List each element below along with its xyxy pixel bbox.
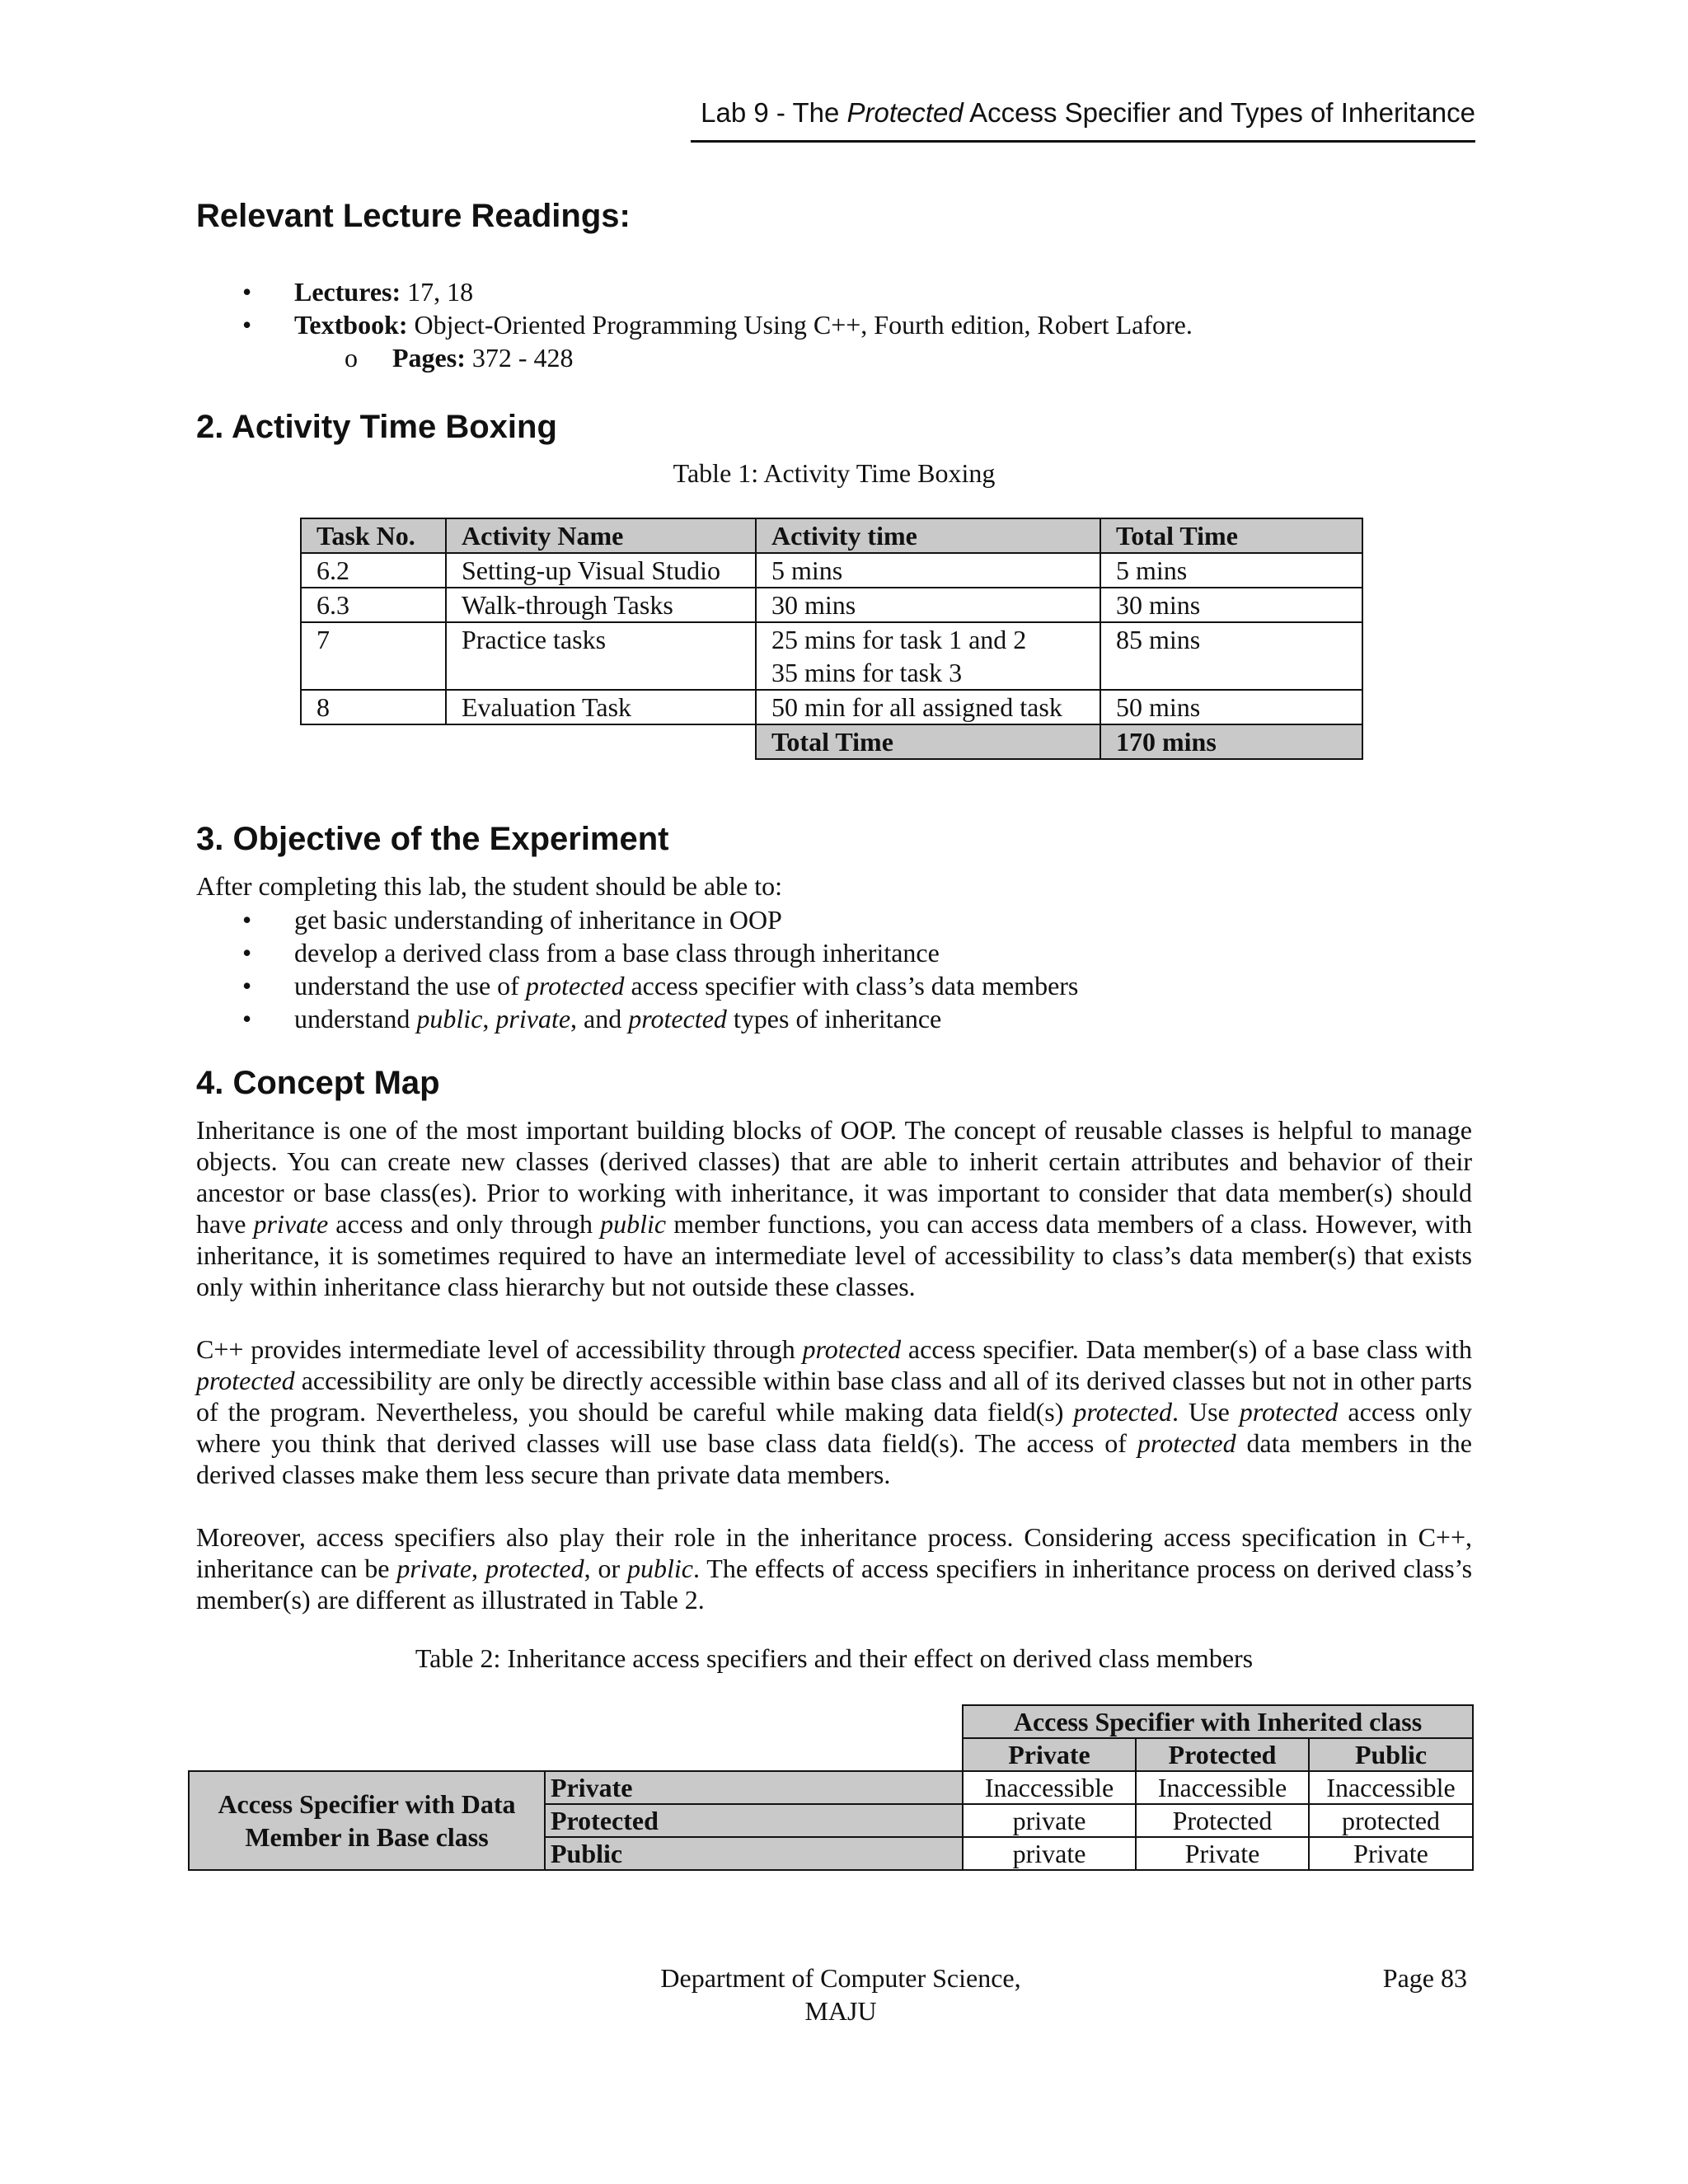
inherited-class-header: Access Specifier with Inherited class [963, 1705, 1473, 1738]
concept-paragraph-3: Moreover, access specifiers also play their role in the inheritance process. Considering access specification in C++, inheritance can be private, protected, or public. The effects of access specifiers in inheritance process on derived class’s member(s) are different as illustrated in Table 2. [196, 1522, 1473, 1615]
header-emphasis: Protected [846, 97, 964, 128]
table-cell: 50 min for all assigned task [756, 690, 1100, 724]
total-row [301, 724, 1362, 759]
list-item: • Lectures: 17, 18 [196, 275, 1193, 308]
table-cell: Private [1309, 1837, 1473, 1870]
table-cell: Protected [1136, 1804, 1309, 1837]
page-number: Page 83 [1382, 1963, 1467, 1993]
header-text-end: Access Specifier and Types of Inheritance [963, 97, 1475, 128]
list-item: • Textbook: Object-Oriented Programming Using C++, Fourth edition, Robert Lafore. [196, 308, 1193, 341]
section-heading-objective: 3. Objective of the Experiment [196, 821, 669, 857]
list-item: • understand the use of protected access specifier with class’s data members [196, 969, 1078, 1002]
table-cell: Walk-through Tasks [446, 588, 756, 622]
inheritance-access-table [188, 1704, 1474, 1871]
column-header: Public [1309, 1738, 1473, 1771]
table-cell: 30 mins [756, 588, 1100, 622]
row-header: Public [545, 1837, 963, 1870]
column-header: Total Time [1100, 518, 1362, 553]
column-header: Protected [1136, 1738, 1309, 1771]
objective-intro: After completing this lab, the student should be able to: [196, 871, 782, 901]
concept-paragraph-2: C++ provides intermediate level of accessibility through protected access specifier. Data member(s) of a base class with protected accessibility are only be directly accessible within base class and all of its derived classes but not in other parts of the program. Nevertheless, you should be careful while making data field(s) protected. Use protected access only where you think that derived classes will use base class data field(s). The access of protected data members in the derived classes make them less secure than private data members. [196, 1334, 1473, 1489]
list-item: • develop a derived class from a base class through inheritance [196, 936, 1078, 969]
objective-list [196, 903, 1078, 1035]
table-cell: Inaccessible [1136, 1771, 1309, 1804]
column-header: Task No. [301, 518, 446, 553]
table-row [301, 553, 1362, 588]
running-header [691, 97, 1475, 143]
base-class-label: Access Specifier with Data Member in Base class [189, 1771, 545, 1870]
table-cell: Practice tasks [446, 622, 756, 690]
table-header-row [301, 518, 1362, 553]
concept-paragraph-1: Inheritance is one of the most important building blocks of OOP. The concept of reusable classes is helpful to manage objects. You can create new classes (derived classes) that are able to inherit certain attributes and behavior of their ancestor or base class(es). Prior to working with inheritance, it was important to consider that data member(s) should have private access and only through public member functions, you can access data members of a class. However, with inheritance, it is sometimes required to have an intermediate level of accessibility to class’s data member(s) that exists only within inheritance class hierarchy but not outside these classes. [196, 1115, 1473, 1301]
list-item: o Pages: 372 - 428 [196, 341, 1193, 374]
table-row [301, 622, 1362, 690]
activity-time-table [300, 518, 1363, 760]
table-cell: 5 mins [1100, 553, 1362, 588]
table-cell: 5 mins [756, 553, 1100, 588]
total-value: 170 mins [1100, 724, 1362, 759]
table-row [301, 588, 1362, 622]
table-row [301, 690, 1362, 724]
table-cell: protected [1309, 1804, 1473, 1837]
column-header: Private [963, 1738, 1136, 1771]
table-cell: 30 mins [1100, 588, 1362, 622]
table-header-row [189, 1738, 1473, 1771]
table-cell: 8 [301, 690, 446, 724]
table-header-row [189, 1705, 1473, 1738]
list-item: • get basic understanding of inheritance in OOP [196, 903, 1078, 936]
table1-caption: Table 1: Activity Time Boxing [673, 458, 996, 488]
table-cell: 7 [301, 622, 446, 690]
footer-department: Department of Computer Science, MAJU [660, 1963, 1021, 2026]
table-cell: 6.2 [301, 553, 446, 588]
list-item: • understand public, private, and protected types of inheritance [196, 1002, 1078, 1035]
table-cell: Setting-up Visual Studio [446, 553, 756, 588]
table-cell: 85 mins [1100, 622, 1362, 690]
total-label: Total Time [756, 724, 1100, 759]
table2-caption: Table 2: Inheritance access specifiers and their effect on derived class members [415, 1643, 1254, 1673]
table-cell: Inaccessible [963, 1771, 1136, 1804]
table-cell: Evaluation Task [446, 690, 756, 724]
section-heading-activity-time-boxing: 2. Activity Time Boxing [196, 409, 557, 445]
table-cell: Inaccessible [1309, 1771, 1473, 1804]
table-cell: private [963, 1837, 1136, 1870]
column-header: Activity time [756, 518, 1100, 553]
table-row [189, 1771, 1473, 1804]
header-text: Lab 9 - The [701, 97, 847, 128]
table-cell: 25 mins for task 1 and 2 35 mins for task 3 [756, 622, 1100, 690]
row-header: Private [545, 1771, 963, 1804]
table-cell: private [963, 1804, 1136, 1837]
row-header: Protected [545, 1804, 963, 1837]
readings-heading: Relevant Lecture Readings: [196, 198, 631, 234]
table-cell: 6.3 [301, 588, 446, 622]
table-cell: 50 mins [1100, 690, 1362, 724]
section-heading-concept-map: 4. Concept Map [196, 1065, 440, 1101]
readings-list [196, 275, 1193, 374]
table-cell: Private [1136, 1837, 1309, 1870]
column-header: Activity Name [446, 518, 756, 553]
